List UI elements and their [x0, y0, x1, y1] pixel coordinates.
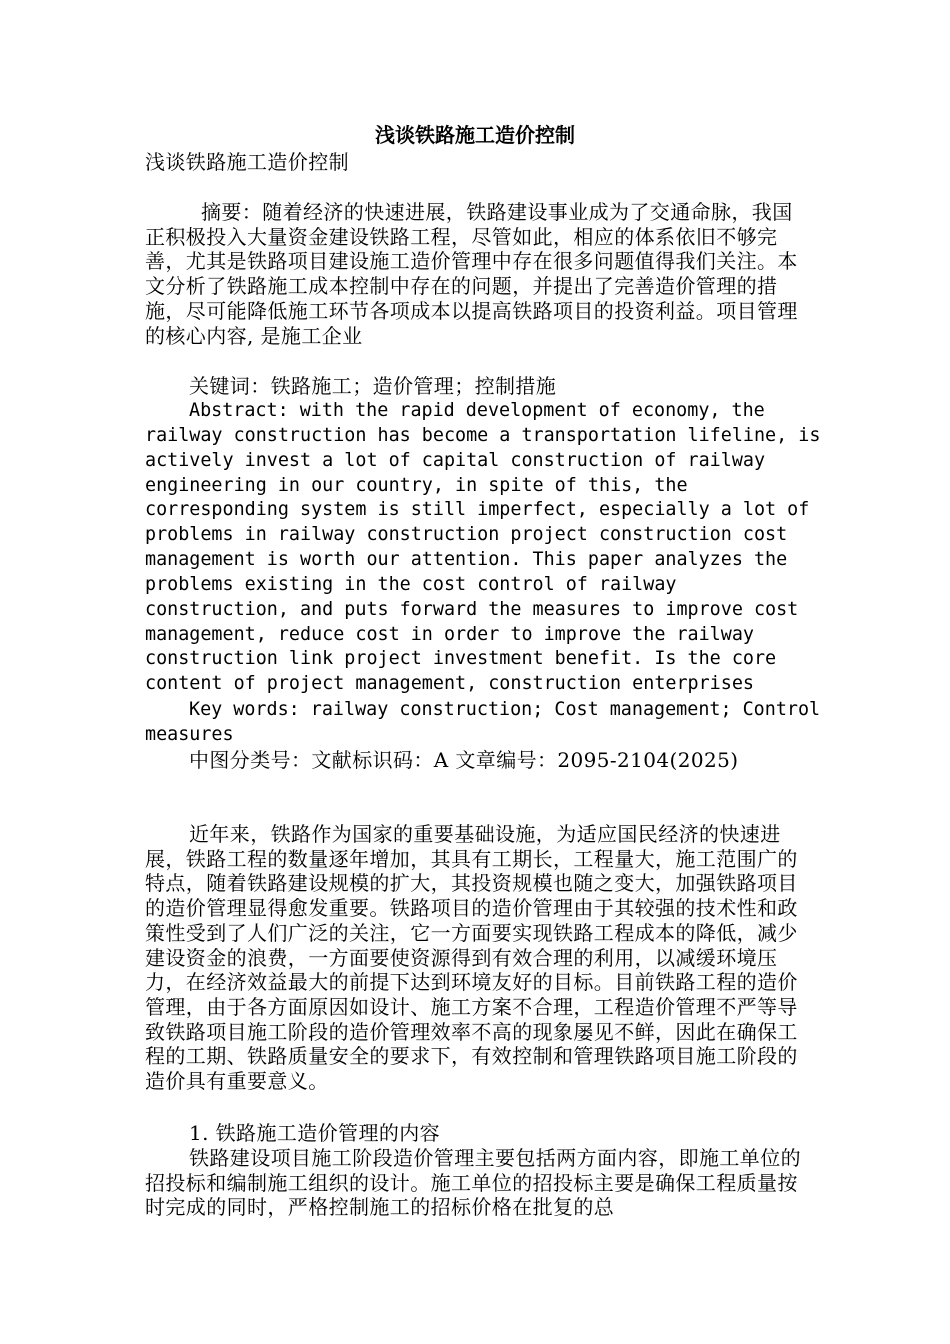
body-paragraph: 铁路建设项目施工阶段造价管理主要包括两方面内容，即施工单位的招投标和编制施工组织的设计。施工单位的招投标主要是确保工程质量按时完成的同时，严格控制施工的招标价格在批复的总	[145, 1146, 801, 1220]
classification-line: 中图分类号：文献标识码：A 文章编号：2095-2104(2025)	[189, 748, 739, 772]
document-subtitle: 浅谈铁路施工造价控制	[145, 150, 349, 174]
keywords-english: Key words: railway construction; Cost management; Control measures	[145, 699, 821, 745]
section-heading: 1. 铁路施工造价管理的内容	[189, 1121, 441, 1145]
abstract-chinese: 摘要：随着经济的快速进展，铁路建设事业成为了交通命脉，我国正积极投入大量资金建设铁路工程，尽管如此，相应的体系依旧不够完善，尤其是铁路项目建设施工造价管理中存在很多问题值得我们关注。本文分析了铁路施工成本控制中存在的问题，并提出了完善造价管理的措施，尽可能降低施工环节各项成本以提高铁路项目的投资利益。项目管理的核心内容, 是施工企业	[145, 200, 798, 348]
body-paragraph: 近年来，铁路作为国家的重要基础设施，为适应国民经济的快速进展，铁路工程的数量逐年增加，其具有工期长，工程量大，施工范围广的特点，随着铁路建设规模的扩大，其投资规模也随之变大，加强铁路项目的造价管理显得愈发重要。铁路项目的造价管理由于其较强的技术性和政策性受到了人们广泛的关注，它一方面要实现铁路工程成本的降低，减少建设资金的浪费，一方面要使资源得到有效合理的利用，以减缓环境压力，在经济效益最大的前提下达到环境友好的目标。目前铁路工程的造价管理，由于各方面原因如设计、施工方案不合理，工程造价管理不严等导致铁路项目施工阶段的造价管理效率不高的现象屡见不鲜，因此在确保工程的工期、铁路质量安全的要求下，有效控制和管理铁路项目施工阶段的造价具有重要意义。	[145, 822, 798, 1094]
document-title: 浅谈铁路施工造价控制	[375, 123, 575, 147]
abstract-english: Abstract: with the rapid development of economy, the railway construction has become a transportation lifeline, is actively invest a lot of capital construction of railway engineering in our country, in spite of this, the corresponding system is still imperfect, especially a lot of problems in railway construction project construction cost management is worth our attention. This paper analyzes the problems existing in the cost control of railway construction, and puts forward the measures to improve cost management, reduce cost in order to improve the railway construction link project investment benefit. Is the core content of project management, construction enterprises	[145, 400, 821, 695]
keywords-chinese: 关键词：铁路施工；造价管理；控制措施	[189, 374, 557, 398]
